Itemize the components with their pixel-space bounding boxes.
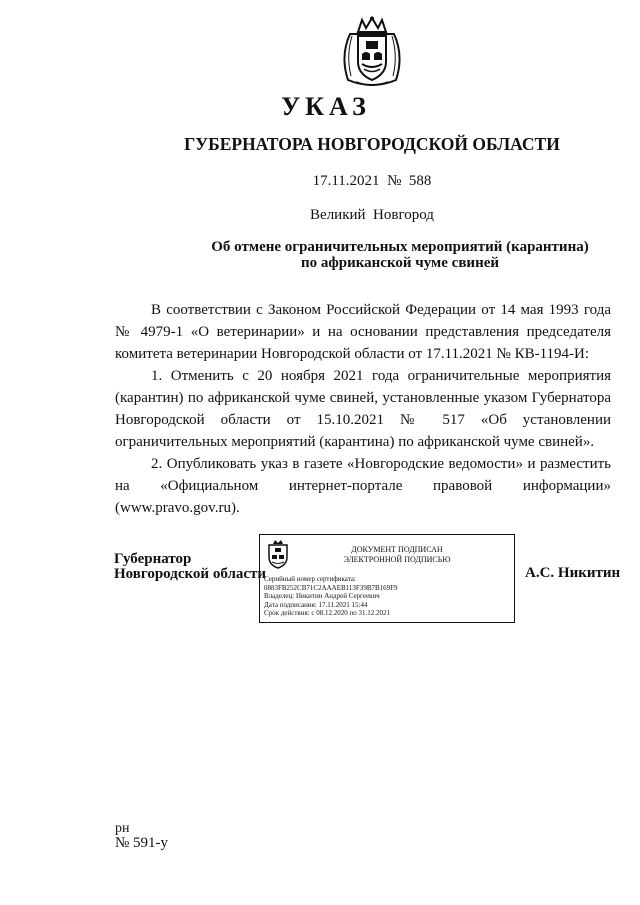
footer-registration bbox=[115, 822, 168, 850]
novgorod-coat-of-arms-icon bbox=[336, 16, 408, 90]
stamp-coat-of-arms-icon bbox=[265, 539, 291, 569]
document-place: Великий Новгород bbox=[310, 207, 434, 223]
subject-line-1: Об отмене ограничительных мероприятий (карантина) bbox=[211, 239, 589, 255]
stamp-serial-label: Серийный номер сертификата: bbox=[264, 575, 356, 583]
document-date: 17.11.2021 bbox=[312, 173, 380, 189]
footer-code: рн bbox=[115, 821, 130, 836]
signature-role bbox=[114, 552, 266, 582]
signature-role-line-1: Губернатор bbox=[114, 551, 192, 567]
subject-line-2: по африканской чуме свиней bbox=[300, 255, 500, 271]
stamp-validity: Срок действия: с 08.12.2020 по 31.12.2021 bbox=[264, 609, 390, 618]
document-number: 588 bbox=[408, 173, 432, 189]
stamp-owner: Владелец: Никитин Андрей Сергеевич bbox=[264, 592, 380, 601]
document-title: УКАЗ bbox=[281, 92, 371, 121]
footer-number: № 591-у bbox=[115, 835, 169, 851]
stamp-serial: 0883FB252CB71C2AAAEB113F39B7B169F9 bbox=[264, 583, 398, 592]
number-sign: № bbox=[387, 173, 402, 189]
date-number-line bbox=[52, 173, 640, 190]
signature-role-line-2: Новгородской области bbox=[114, 566, 267, 582]
document-subject bbox=[130, 239, 640, 271]
electronic-signature-stamp bbox=[259, 534, 515, 623]
signatory-name: А.С. Никитин bbox=[525, 565, 621, 581]
stamp-title-line-1: ДОКУМЕНТ ПОДПИСАН bbox=[351, 545, 443, 554]
body-paragraph-1: В соответствии с Законом Российской Федерации от 14 мая 1993 года № 4979-1 «О ветеринарии» и на основании представления председателя комитета ветеринарии Новгородской области от 17.11.2021 № КВ-1194-И: bbox=[115, 302, 611, 362]
stamp-title bbox=[294, 545, 500, 565]
body-paragraph-2: 1. Отменить с 20 ноября 2021 года ограничительные мероприятия (карантин) по африканской чуме свиней, установленные указом Губернатора Новгородской области от 15.10.2021 № 517 «Об установлении ограничительных мероприятий (карантина) по африканской чуме свиней». bbox=[115, 368, 611, 450]
stamp-details bbox=[264, 575, 514, 618]
stamp-signed-date: Дата подписания: 17.11.2021 15:44 bbox=[264, 600, 368, 609]
body-paragraph-3: 2. Опубликовать указ в газете «Новгородские ведомости» и разместить на «Официальном интернет-портале правовой информации» (www.pravo.gov.ru). bbox=[115, 456, 611, 516]
document-issuer: ГУБЕРНАТОРА НОВГОРОДСКОЙ ОБЛАСТИ bbox=[184, 134, 560, 154]
document-body bbox=[115, 299, 611, 519]
stamp-title-line-2: ЭЛЕКТРОННОЙ ПОДПИСЬЮ bbox=[343, 555, 451, 564]
